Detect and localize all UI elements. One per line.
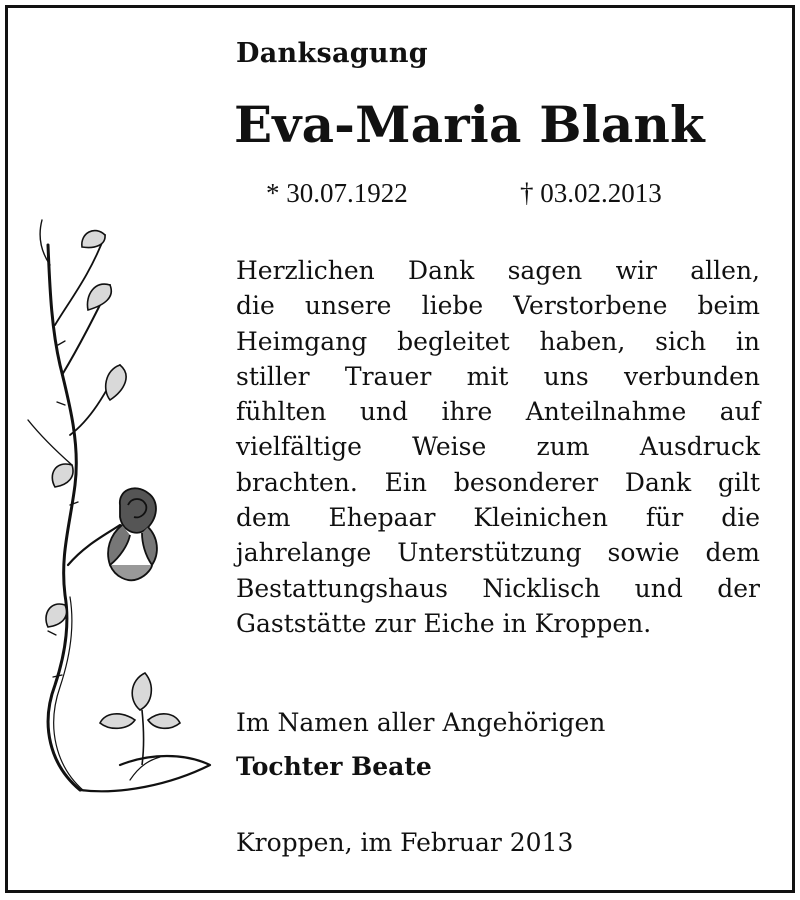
text-line: jahrelange Unterstützung sowie dem xyxy=(236,538,760,568)
rose-branch-icon xyxy=(10,205,225,805)
text-line: vielfältige Weise zum Ausdruck xyxy=(236,432,760,462)
death-date: † 03.02.2013 xyxy=(520,178,662,208)
text-line: fühlten und ihre Anteilnahme auf xyxy=(236,397,760,427)
signer-name: Tochter Beate xyxy=(236,752,432,781)
thank-you-text xyxy=(236,253,760,641)
text-line: Herzlichen Dank sagen wir allen, xyxy=(236,256,760,285)
text-line: Bestattungshaus Nicklisch und der xyxy=(236,573,760,603)
text-line: Gaststätte zur Eiche in Kroppen. xyxy=(236,608,652,638)
place-date: Kroppen, im Februar 2013 xyxy=(236,828,574,857)
text-line: die unsere liebe Verstorbene beim xyxy=(236,291,760,321)
text-line: Heimgang begleitet haben, sich in xyxy=(236,326,760,356)
text-line: stiller Trauer mit uns verbunden xyxy=(236,361,760,391)
deceased-name: Eva-Maria Blank xyxy=(234,95,705,154)
notice-heading: Danksagung xyxy=(236,38,428,69)
text-line: brachten. Ein besonderer Dank gilt xyxy=(236,467,760,497)
text-line: dem Ehepaar Kleinichen für die xyxy=(236,503,760,533)
birth-date: * 30.07.1922 xyxy=(266,178,408,208)
signoff-text: Im Namen aller Angehörigen xyxy=(236,708,606,737)
